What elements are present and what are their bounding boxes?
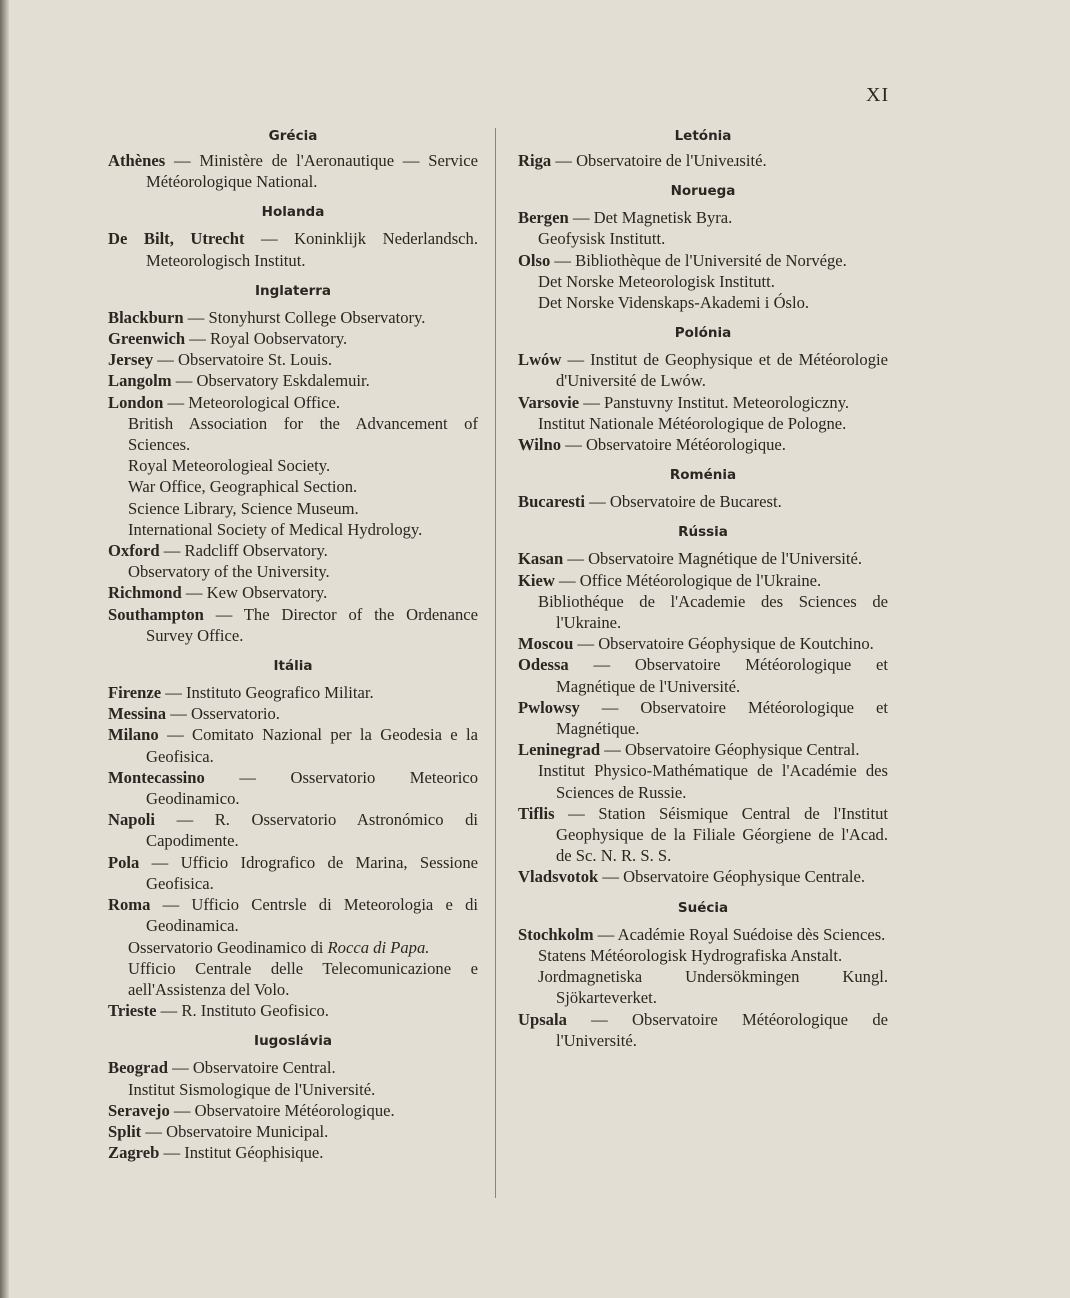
institution-text: — Station Séismique Central de l'Institut Geophysique de la Filiale Géorgiene de l'Acad. de Sc. N. R. S. S. [554, 803, 888, 866]
city-name: Odessa [518, 655, 569, 675]
city-name: Kiew [518, 570, 555, 590]
city-name: Pwlowsy [518, 697, 580, 717]
city-name: Bucaresti [518, 492, 585, 512]
directory-entry [518, 150, 888, 171]
directory-entry [108, 328, 478, 349]
institution-line [108, 561, 478, 582]
institution-text: — Instituto Geografico Militar. [161, 683, 374, 703]
institution-text: — Observatoire Géophysique de Koutchino. [573, 634, 874, 654]
institution-text: — The Director of the Ordenance Survey Office. [146, 604, 478, 645]
directory-entry [108, 1057, 478, 1078]
directory-entry [518, 924, 888, 945]
country-heading: Rússia [678, 524, 728, 541]
city-name: Beograd [108, 1058, 168, 1078]
institution-text: — Radcliff Observatory. [159, 541, 328, 561]
institution-text: — Meteorological Office. [163, 392, 340, 412]
city-name: Wilno [518, 435, 562, 455]
institution-text: International Society of Medical Hydrology. [128, 519, 423, 539]
directory-entry [108, 349, 478, 370]
institution-line [108, 476, 478, 497]
directory-entry [108, 809, 478, 851]
city-name: Roma [108, 895, 151, 915]
institution-line [108, 937, 478, 958]
city-name: Athènes [108, 151, 166, 170]
institution-text: Geofysisk Institutt. [538, 229, 666, 249]
page-number: XI [866, 84, 890, 106]
institution-text: Ufficio Centrale delle Telecomunicazione e aell'Assistenza del Volo. [128, 958, 478, 999]
institution-text: — Osservatorio. [166, 704, 280, 724]
institution-text: Observatory of the University. [128, 562, 330, 582]
directory-entry [518, 434, 888, 455]
directory-entry [108, 682, 478, 703]
institution-line [108, 958, 478, 1000]
city-name: Southampton [108, 604, 204, 624]
city-name: Olso [518, 250, 551, 270]
directory-entry [518, 633, 888, 654]
institution-line [108, 498, 478, 519]
institution-line [108, 455, 478, 476]
city-name: Lwów [518, 350, 562, 370]
institution-line [518, 413, 888, 434]
city-name: Jersey [108, 350, 154, 370]
city-name: Leninegrad [518, 740, 601, 760]
directory-entry [518, 491, 888, 512]
city-name: Trieste [108, 1001, 157, 1021]
institution-text: Institut Sismologique de l'Université. [128, 1079, 376, 1099]
country-heading: Suécia [677, 899, 729, 916]
institution-text: — Koninklijk Nederlandsch. Meteorologisch Institut. [146, 229, 478, 270]
institution-text: — Observatoire Géophysique Central. [600, 740, 860, 760]
institution-text: — Stonyhurst College Observatory. [183, 307, 426, 327]
directory-entry [518, 866, 888, 887]
directory-entry [108, 370, 478, 391]
institution-text: — Ufficio Centrsle di Meteorologia e di Geodinamica. [146, 895, 478, 936]
institution-text: — Observatoire Central. [167, 1058, 336, 1078]
institution-text: — Observatoire Météorologique. [561, 435, 786, 455]
directory-entry [108, 894, 478, 936]
city-name: Stochkolm [518, 924, 594, 944]
institution-text: Institut Nationale Météorologique de Pologne. [538, 413, 847, 433]
directory-entry [108, 392, 478, 413]
institution-text: — Observatoire Géophysique Centrale. [598, 867, 866, 887]
city-name: Milano [108, 725, 159, 745]
directory-entry [518, 570, 888, 591]
right-column [518, 126, 888, 1051]
directory-entry [108, 724, 478, 766]
institution-text: Statens Météorologisk Hydrografiska Anstalt. [538, 945, 843, 965]
city-name: London [108, 392, 164, 412]
city-name: De Bilt, Utrecht [108, 229, 245, 249]
city-name: Riga [518, 151, 552, 170]
institution-text: Royal Meteorologieal Society. [128, 456, 331, 476]
institution-line [518, 945, 888, 966]
institution-text: — Royal Oobservatory. [185, 329, 348, 349]
city-name: Vladsvotok [518, 867, 599, 887]
institution-text: — Office Météorologique de l'Ukraine. [554, 570, 822, 590]
country-heading: Polónia [674, 325, 732, 342]
city-name: Langolm [108, 371, 172, 391]
directory-entry [518, 207, 888, 228]
directory-entry [108, 852, 478, 894]
institution-text: — Académie Royal Suédoise dès Sciences. [593, 924, 886, 944]
institution-line [108, 1079, 478, 1100]
city-name: Split [108, 1121, 142, 1141]
column-divider [495, 128, 496, 1198]
country-heading: Iugoslávia [254, 1033, 332, 1050]
italic-place-name: Rocca di Papa. [327, 937, 430, 957]
city-name: Blackburn [108, 307, 184, 327]
directory-entry [108, 1121, 478, 1142]
institution-line [108, 519, 478, 540]
directory-entry [108, 1142, 478, 1163]
directory-entry [108, 228, 478, 270]
city-name: Pola [108, 852, 140, 872]
directory-entry [108, 150, 478, 192]
institution-text: — Observatoire Météorologique. [169, 1100, 395, 1120]
city-name: Kasan [518, 549, 564, 569]
country-heading: Itália [273, 658, 313, 675]
institution-text: — Kew Observatory. [181, 583, 328, 603]
city-name: Zagreb [108, 1143, 160, 1163]
institution-text: — Observatoire de l'Univeɹsité. [551, 151, 767, 170]
institution-text: Bibliothéque de l'Academie des Sciences de l'Ukraine. [538, 591, 888, 633]
institution-text: Det Norske Videnskaps-Akademi i Óslo. [538, 293, 810, 313]
institution-text: — Observatory Eskdalemuir. [171, 371, 370, 391]
country-heading: Inglaterra [254, 282, 332, 299]
institution-text: — Panstuvny Institut. Meteorologiczny. [579, 392, 850, 412]
institution-text: — Observatoire Municipal. [141, 1121, 329, 1141]
institution-line [518, 591, 888, 633]
country-heading: Noruega [670, 183, 736, 200]
country-heading: Grécia [268, 128, 318, 144]
book-spine-shadow [0, 0, 9, 1298]
institution-text: Institut Physico-Mathématique de l'Académie des Sciences de Russie. [538, 761, 888, 802]
institution-text: — Det Magnetisk Byra. [568, 208, 733, 228]
institution-text: — Observatoire St. Louis. [153, 350, 332, 370]
institution-line [108, 413, 478, 455]
directory-entry [518, 654, 888, 696]
directory-entry [518, 1009, 888, 1051]
institution-text: — Observatoire Météorologique et Magnétique de l'Université. [556, 655, 888, 696]
directory-entry [108, 1000, 478, 1021]
directory-entry [518, 349, 888, 391]
institution-text: — R. Instituto Geofisico. [156, 1001, 329, 1021]
institution-text: — Ufficio Idrografico de Marina, Sessione Geofisica. [139, 852, 478, 893]
city-name: Seravejo [108, 1100, 170, 1120]
institution-text: War Office, Geographical Section. [128, 477, 358, 497]
directory-entry [108, 1100, 478, 1121]
institution-text: — Institut de Geophysique et de Météorologie d'Université de Lwów. [556, 350, 888, 391]
institution-text: — Bibliothèque de l'Université de Norvége. [550, 250, 847, 270]
city-name: Varsovie [518, 392, 580, 412]
institution-text: Science Library, Science Museum. [128, 498, 359, 518]
directory-entry [108, 307, 478, 328]
institution-text: — Ministère de l'Aeronautique — Service Météorologique National. [146, 151, 478, 192]
institution-text: Osservatorio Geodinamico di [128, 937, 328, 957]
country-heading: Holanda [261, 204, 325, 221]
directory-entry [108, 540, 478, 561]
directory-entry [518, 697, 888, 739]
city-name: Richmond [108, 583, 182, 603]
city-name: Moscou [518, 634, 574, 654]
city-name: Messina [108, 704, 167, 724]
directory-entry [108, 582, 478, 603]
directory-entry [108, 604, 478, 646]
institution-text: Det Norske Meteorologisk Institutt. [538, 271, 775, 291]
institution-text: Jordmagnetiska Undersökmingen Kungl. Sjökarteverket. [538, 967, 888, 1008]
directory-entry [518, 548, 888, 569]
directory-entry [518, 803, 888, 867]
directory-entry [518, 392, 888, 413]
city-name: Bergen [518, 208, 569, 228]
institution-line [518, 228, 888, 249]
country-heading: Roménia [669, 467, 737, 484]
institution-line [518, 271, 888, 292]
institution-text: — Osservatorio Meteorico Geodinamico. [146, 767, 478, 809]
directory-entry [108, 703, 478, 724]
city-name: Tiflis [518, 803, 555, 823]
institution-line [518, 292, 888, 313]
city-name: Montecassino [108, 767, 205, 787]
city-name: Napoli [108, 810, 156, 830]
institution-text: — Observatoire de Bucarest. [584, 492, 782, 512]
country-heading: Letónia [674, 128, 732, 144]
institution-line [518, 760, 888, 802]
city-name: Firenze [108, 683, 162, 703]
institution-text: — Observatoire Météorologique de l'Université. [556, 1009, 888, 1050]
institution-text: British Association for the Advancement of Sciences. [128, 413, 478, 455]
directory-entry [518, 739, 888, 760]
directory-entry [108, 767, 478, 809]
city-name: Upsala [518, 1009, 567, 1029]
city-name: Greenwich [108, 329, 186, 349]
directory-entry [518, 250, 888, 271]
institution-text: — Observatoire Magnétique de l'Université. [563, 549, 863, 569]
institution-text: — Comitato Nazional per la Geodesia e la Geofisica. [146, 725, 478, 766]
institution-text: — R. Osservatorio Astronómico di Capodimente. [146, 810, 478, 851]
institution-line [518, 966, 888, 1008]
left-column [108, 126, 478, 1163]
institution-text: — Observatoire Météorologique et Magnétique. [556, 697, 888, 739]
city-name: Oxford [108, 541, 160, 561]
institution-text: — Institut Géophisique. [159, 1143, 324, 1163]
